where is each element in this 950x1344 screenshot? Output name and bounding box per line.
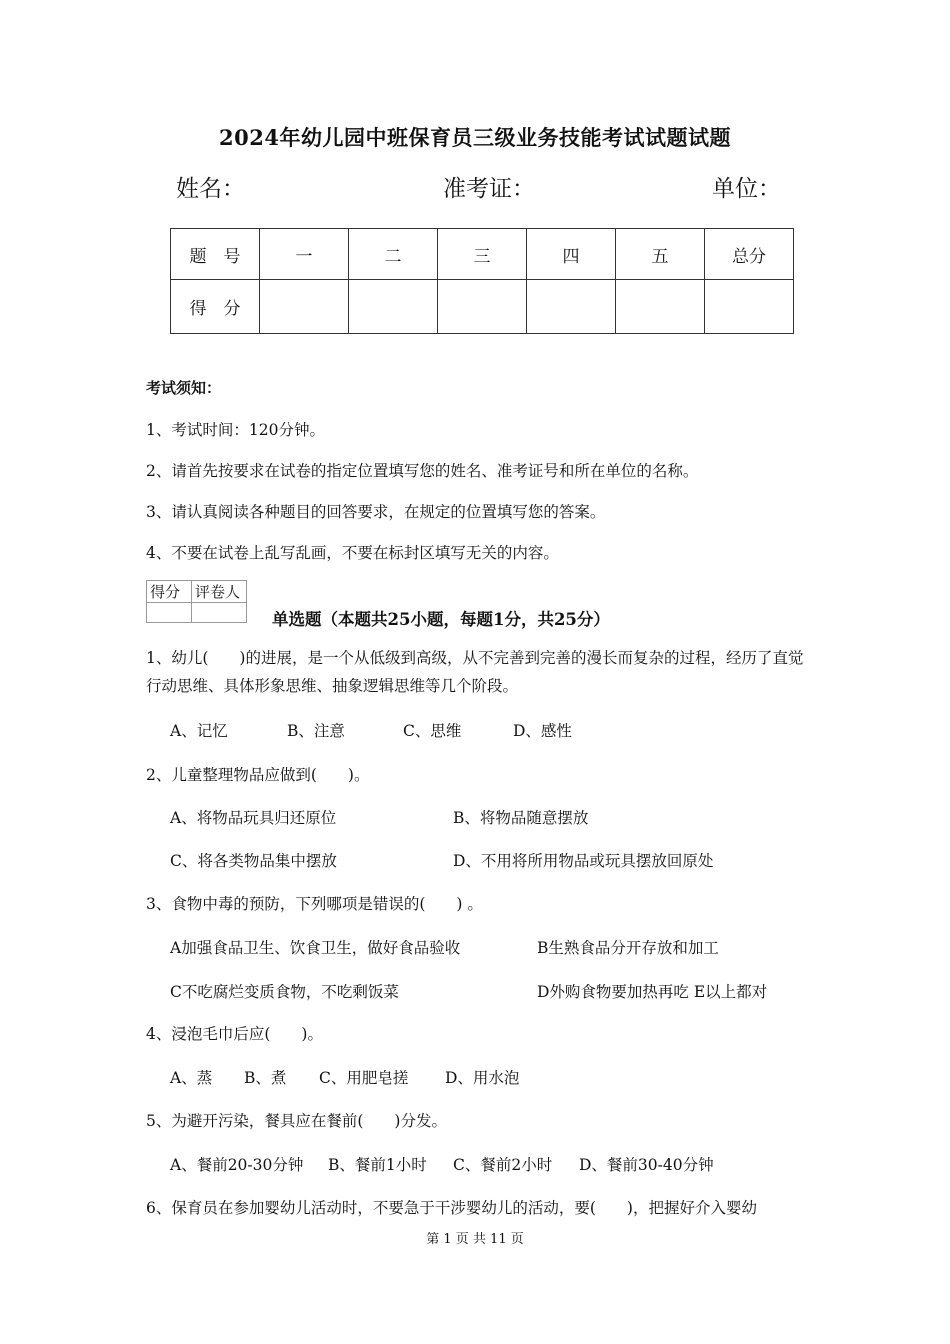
question-text: 3、食物中毒的预防，下列哪项是错误的( ) 。 <box>146 895 483 913</box>
option: A加强食品卫生、饮食卫生，做好食品验收 <box>170 939 461 957</box>
option: A、记忆 <box>170 722 228 740</box>
option: B、餐前1小时 <box>328 1156 427 1174</box>
notice-item: 1、考试时间：120分钟。 <box>146 421 325 439</box>
name-label: 姓名： <box>176 176 245 202</box>
page-title: 2024年幼儿园中班保育员三级业务技能考试试题试题 <box>219 125 731 150</box>
score-table-score-row <box>171 280 794 334</box>
option: C、餐前2小时 <box>453 1156 553 1174</box>
option: A、餐前20-30分钟 <box>170 1156 304 1174</box>
score-table-header-row <box>171 229 794 280</box>
notice-item: 4、不要在试卷上乱写乱画，不要在标封区填写无关的内容。 <box>146 544 559 562</box>
score-cell[interactable] <box>260 280 349 334</box>
option: B、煮 <box>244 1069 287 1087</box>
question-text: 6、保育员在参加婴幼儿活动时，不要急于干涉婴幼儿的活动，要( )，把握好介入婴幼 <box>146 1199 757 1217</box>
page-footer: 第 1 页 共 11 页 <box>426 1232 524 1247</box>
score-cell[interactable] <box>705 280 794 334</box>
score-cell[interactable] <box>438 280 527 334</box>
notice-heading: 考试须知： <box>146 379 222 397</box>
option: A、蒸 <box>170 1069 213 1087</box>
header-cell: 总分 <box>705 229 794 280</box>
option: C、将各类物品集中摆放 <box>170 852 337 870</box>
question-text: 2、儿童整理物品应做到( )。 <box>146 766 370 784</box>
option: C、用肥皂搓 <box>319 1069 409 1087</box>
score-cell[interactable] <box>616 280 705 334</box>
header-cell: 题 号 <box>171 229 260 280</box>
question-text: 1、幼儿( )的进展，是一个从低级到高级，从不完善到完善的漫长而复杂的过程，经历了直觉行动思维、具体形象思维、抽象逻辑思维等几个阶段。 <box>146 649 804 695</box>
option: B生熟食品分开存放和加工 <box>537 939 719 957</box>
grader-reviewer-cell[interactable] <box>192 603 247 623</box>
option: B、注意 <box>287 722 345 740</box>
option: D、感性 <box>513 722 572 740</box>
score-cell[interactable] <box>349 280 438 334</box>
notice-item: 3、请认真阅读各种题目的回答要求，在规定的位置填写您的答案。 <box>146 503 606 521</box>
option: C不吃腐烂变质食物，不吃剩饭菜 <box>170 983 399 1001</box>
option: D、用水泡 <box>445 1069 520 1087</box>
option: D、餐前30-40分钟 <box>579 1156 714 1174</box>
score-row-label: 得 分 <box>171 280 260 334</box>
grader-reviewer-label: 评卷人 <box>192 581 247 603</box>
score-cell[interactable] <box>527 280 616 334</box>
header-cell: 四 <box>527 229 616 280</box>
grader-score-label: 得分 <box>147 581 192 603</box>
header-cell: 一 <box>260 229 349 280</box>
section-title: 单选题（本题共25小题，每题1分，共25分） <box>272 610 610 629</box>
question-text: 5、为避开污染，餐具应在餐前( )分发。 <box>146 1112 447 1130</box>
header-cell: 二 <box>349 229 438 280</box>
exam-id-label: 准考证： <box>443 176 535 202</box>
notice-item: 2、请首先按要求在试卷的指定位置填写您的姓名、准考证号和所在单位的名称。 <box>146 462 699 480</box>
option: D外购食物要加热再吃 E以上都对 <box>537 983 768 1001</box>
header-cell: 三 <box>438 229 527 280</box>
header-cell: 五 <box>616 229 705 280</box>
option: D、不用将所用物品或玩具摆放回原处 <box>453 852 714 870</box>
unit-label: 单位： <box>712 176 781 202</box>
option: A、将物品玩具归还原位 <box>170 809 337 827</box>
question-text: 4、浸泡毛巾后应( )。 <box>146 1025 323 1043</box>
option: B、将物品随意摆放 <box>453 809 589 827</box>
option: C、思维 <box>403 722 462 740</box>
grader-score-cell[interactable] <box>147 603 192 623</box>
score-table <box>170 228 794 334</box>
grader-box <box>146 580 247 623</box>
